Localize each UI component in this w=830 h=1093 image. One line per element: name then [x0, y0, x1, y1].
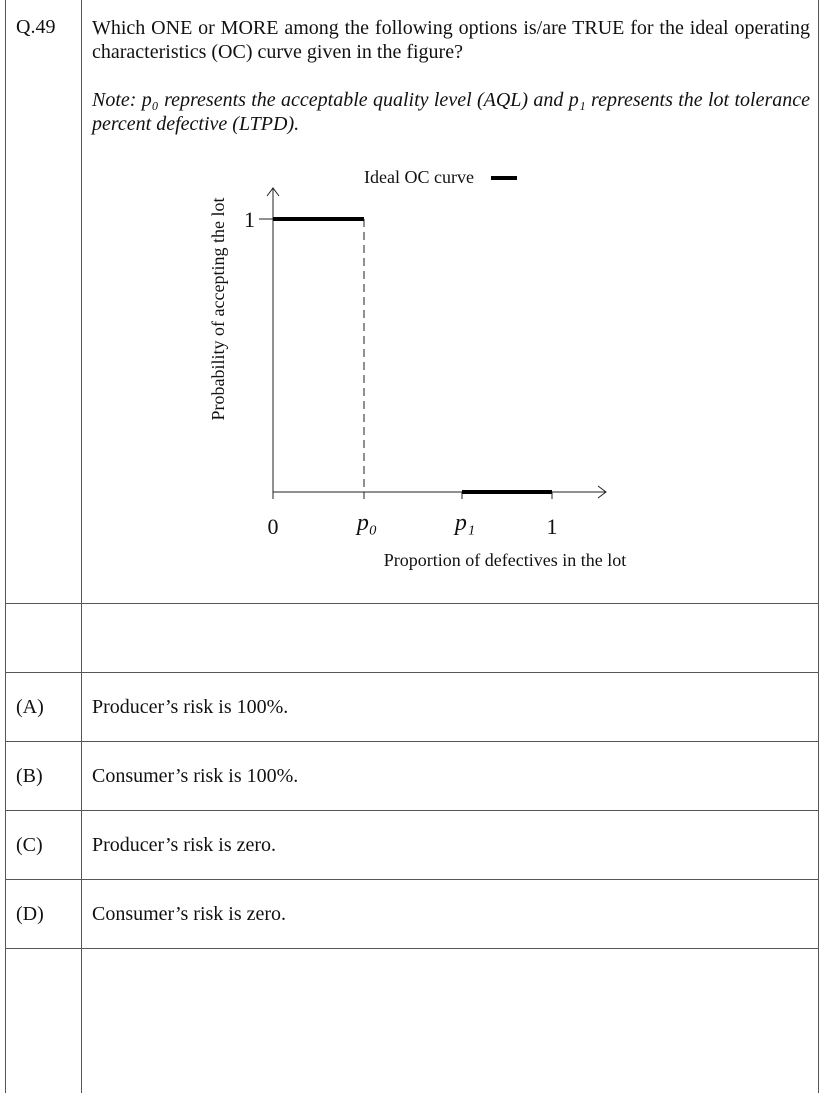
x-tick-label-p0: p₀ — [356, 510, 378, 536]
row-divider — [5, 603, 819, 604]
y-axis-label: Probability of accepting the lot — [208, 197, 228, 421]
option-b-text: Consumer’s risk is 100%. — [92, 765, 299, 787]
x-tick-label-1: 1 — [546, 514, 558, 539]
question-text: Which ONE or MORE among the following options is/are TRUE for the ideal operating characteristics (OC) curve given in the figure? — [92, 17, 810, 63]
y-tick-label: 1 — [244, 207, 255, 232]
option-d-label: (D) — [16, 903, 44, 925]
x-axis — [273, 486, 606, 498]
option-a-text: Producer’s risk is 100%. — [92, 696, 289, 718]
option-b-label: (B) — [16, 765, 43, 787]
x-tick-label-0: 0 — [267, 514, 279, 539]
question-note: Note: p₀ represents the acceptable quality level (AQL) and p₁ represents the lot tolerance percent defective (LTPD). — [92, 89, 810, 135]
row-divider — [5, 948, 819, 949]
row-divider — [5, 879, 819, 880]
row-divider — [5, 672, 819, 673]
option-a-label: (A) — [16, 696, 44, 718]
option-d-text: Consumer’s risk is zero. — [92, 903, 287, 925]
row-divider — [5, 810, 819, 811]
x-tick-label-p1: p₁ — [454, 510, 476, 536]
row-divider — [5, 741, 819, 742]
option-c-label: (C) — [16, 834, 43, 856]
x-axis-label: Proportion of defectives in the lot — [383, 550, 627, 570]
option-c-text: Producer’s risk is zero. — [92, 834, 277, 856]
legend-label: Ideal OC curve — [364, 167, 474, 187]
y-axis — [267, 188, 279, 492]
question-number: Q.49 — [16, 16, 56, 38]
